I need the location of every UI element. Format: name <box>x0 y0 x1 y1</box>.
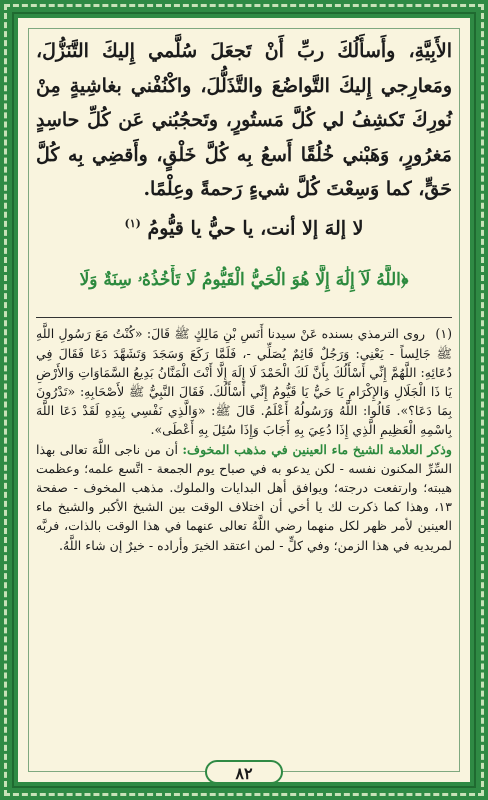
footnote <box>36 324 452 439</box>
supplication-closing <box>36 207 452 246</box>
footnote-text: روى الترمذي بسنده عَنْ سيدنا أَنَسِ بْنِ مَالِكٍ ﷺ قَالَ: «كُنْتُ مَعَ رَسُولِ اللَّهِ ﷺ جَالِساً - يَعْنِي: وَرَجُلٌ قَائِمٌ يُصَلِّي -، فَلَمَّا رَكَعَ وَسَجَدَ وَتَشَهَّدَ دَعَا فَقَالَ فِي دُعَائِهِ: اللَّهُمَّ إِنِّي أَسْأَلُكَ بِأَنَّ لَكَ الْحَمْدَ لَا إِلَهَ إِلَّا أَنْتَ الْمَنَّانُ بَدِيعُ السَّمَاوَاتِ وَالأَرْضِ يَا ذَا الْجَلَالِ وَالإِكْرَامِ يَا حَيُّ يَا قَيُّومُ إِنِّي أَسْأَلُكَ. فَقَالَ النَّبِيُّ ﷺ لأَصْحَابِهِ: «تَدْرُونَ بِمَا دَعَا؟». قَالُوا: اللَّهُ وَرَسُولُهُ أَعْلَمُ. قَالَ ﷺ: «وَالَّذِي نَفْسِي بِيَدِهِ لَقَدْ دَعَا اللَّهَ بِاسْمِهِ الْعَظِيمِ الَّذِي إِذَا دُعِيَ بِهِ أَجَابَ وَإِذَا سُئِلَ بِهِ أَعْطَى». <box>36 326 452 438</box>
quran-verse: ﴿اللَّهُ لَآ إِلَٰهَ إِلَّا هُوَ الْحَيُّ الْقَيُّومُ لَا تَأْخُذُهُۥ سِنَةٌ وَلَا <box>79 270 409 291</box>
footnote-number: (١) <box>435 326 452 342</box>
note-heading: وذكر العلامة الشيخ ماء العينين في مذهب المخوف: <box>182 441 452 457</box>
footnote-ref: (١) <box>124 216 141 230</box>
note-text: أن من ناجى اللَّهَ تعالى بهذا السِّرِّ المكنون نفسه - لكن يدعو به في صباح يوم الجمعة - اتَّسع علمه؛ وعظمت هيبته؛ وارتفعت درجته؛ ويوافق أهل البدايات والملوك. مذهب المخوف - صفحة ١٣، وهذا كما ذكرت لك يا أخي أن اختلاف الوقت بين الشيخ الأكبر والشيخ ماء العينين لأمر ظهر لكل منهما رضي اللَّهُ تعالى عنهما في هذا الوقت بالذات، فربَّه لمريديه في هذا الزمن؛ وفي كلٍّ - لمن اعتقد الخيرَ وأراده - خيرٌ إن شاء اللَّهُ. <box>36 441 452 553</box>
note-paragraph <box>36 440 452 555</box>
main-text <box>36 34 452 245</box>
page-number: ٨٢ <box>205 760 283 784</box>
page-content <box>36 34 452 555</box>
closing-text: لا إلهَ إلا أنت، يا حيُّ يا قيُّومُ <box>147 216 364 239</box>
supplication-paragraph: الأَبِيَّةِ، وأَسأَلُكَ ربِّ أَنْ تَجعَلَ سُلَّمي إِليكَ التَّنَزُّلَ، ومَعارِجي إِليكَ التَّواضُعَ والتَّذَلُّلَ، واكْنُفْني بغاشِيةٍ مِنْ نُورِكَ تَكشِفُ لي كُلَّ مَستُورٍ، وتَحجُبُني عَن كُلِّ حاسِدٍ مَغرُورٍ، وَهَبْني خُلُقًا أَسعُ بِه كُلَّ خَلْقٍ، وأَقضِي بِه كُلَّ حَقٍّ، كما وَسِعْتَ كُلَّ شيءٍ رَحمةً وعِلْمًا. <box>36 40 452 200</box>
footnote-divider <box>36 317 452 318</box>
